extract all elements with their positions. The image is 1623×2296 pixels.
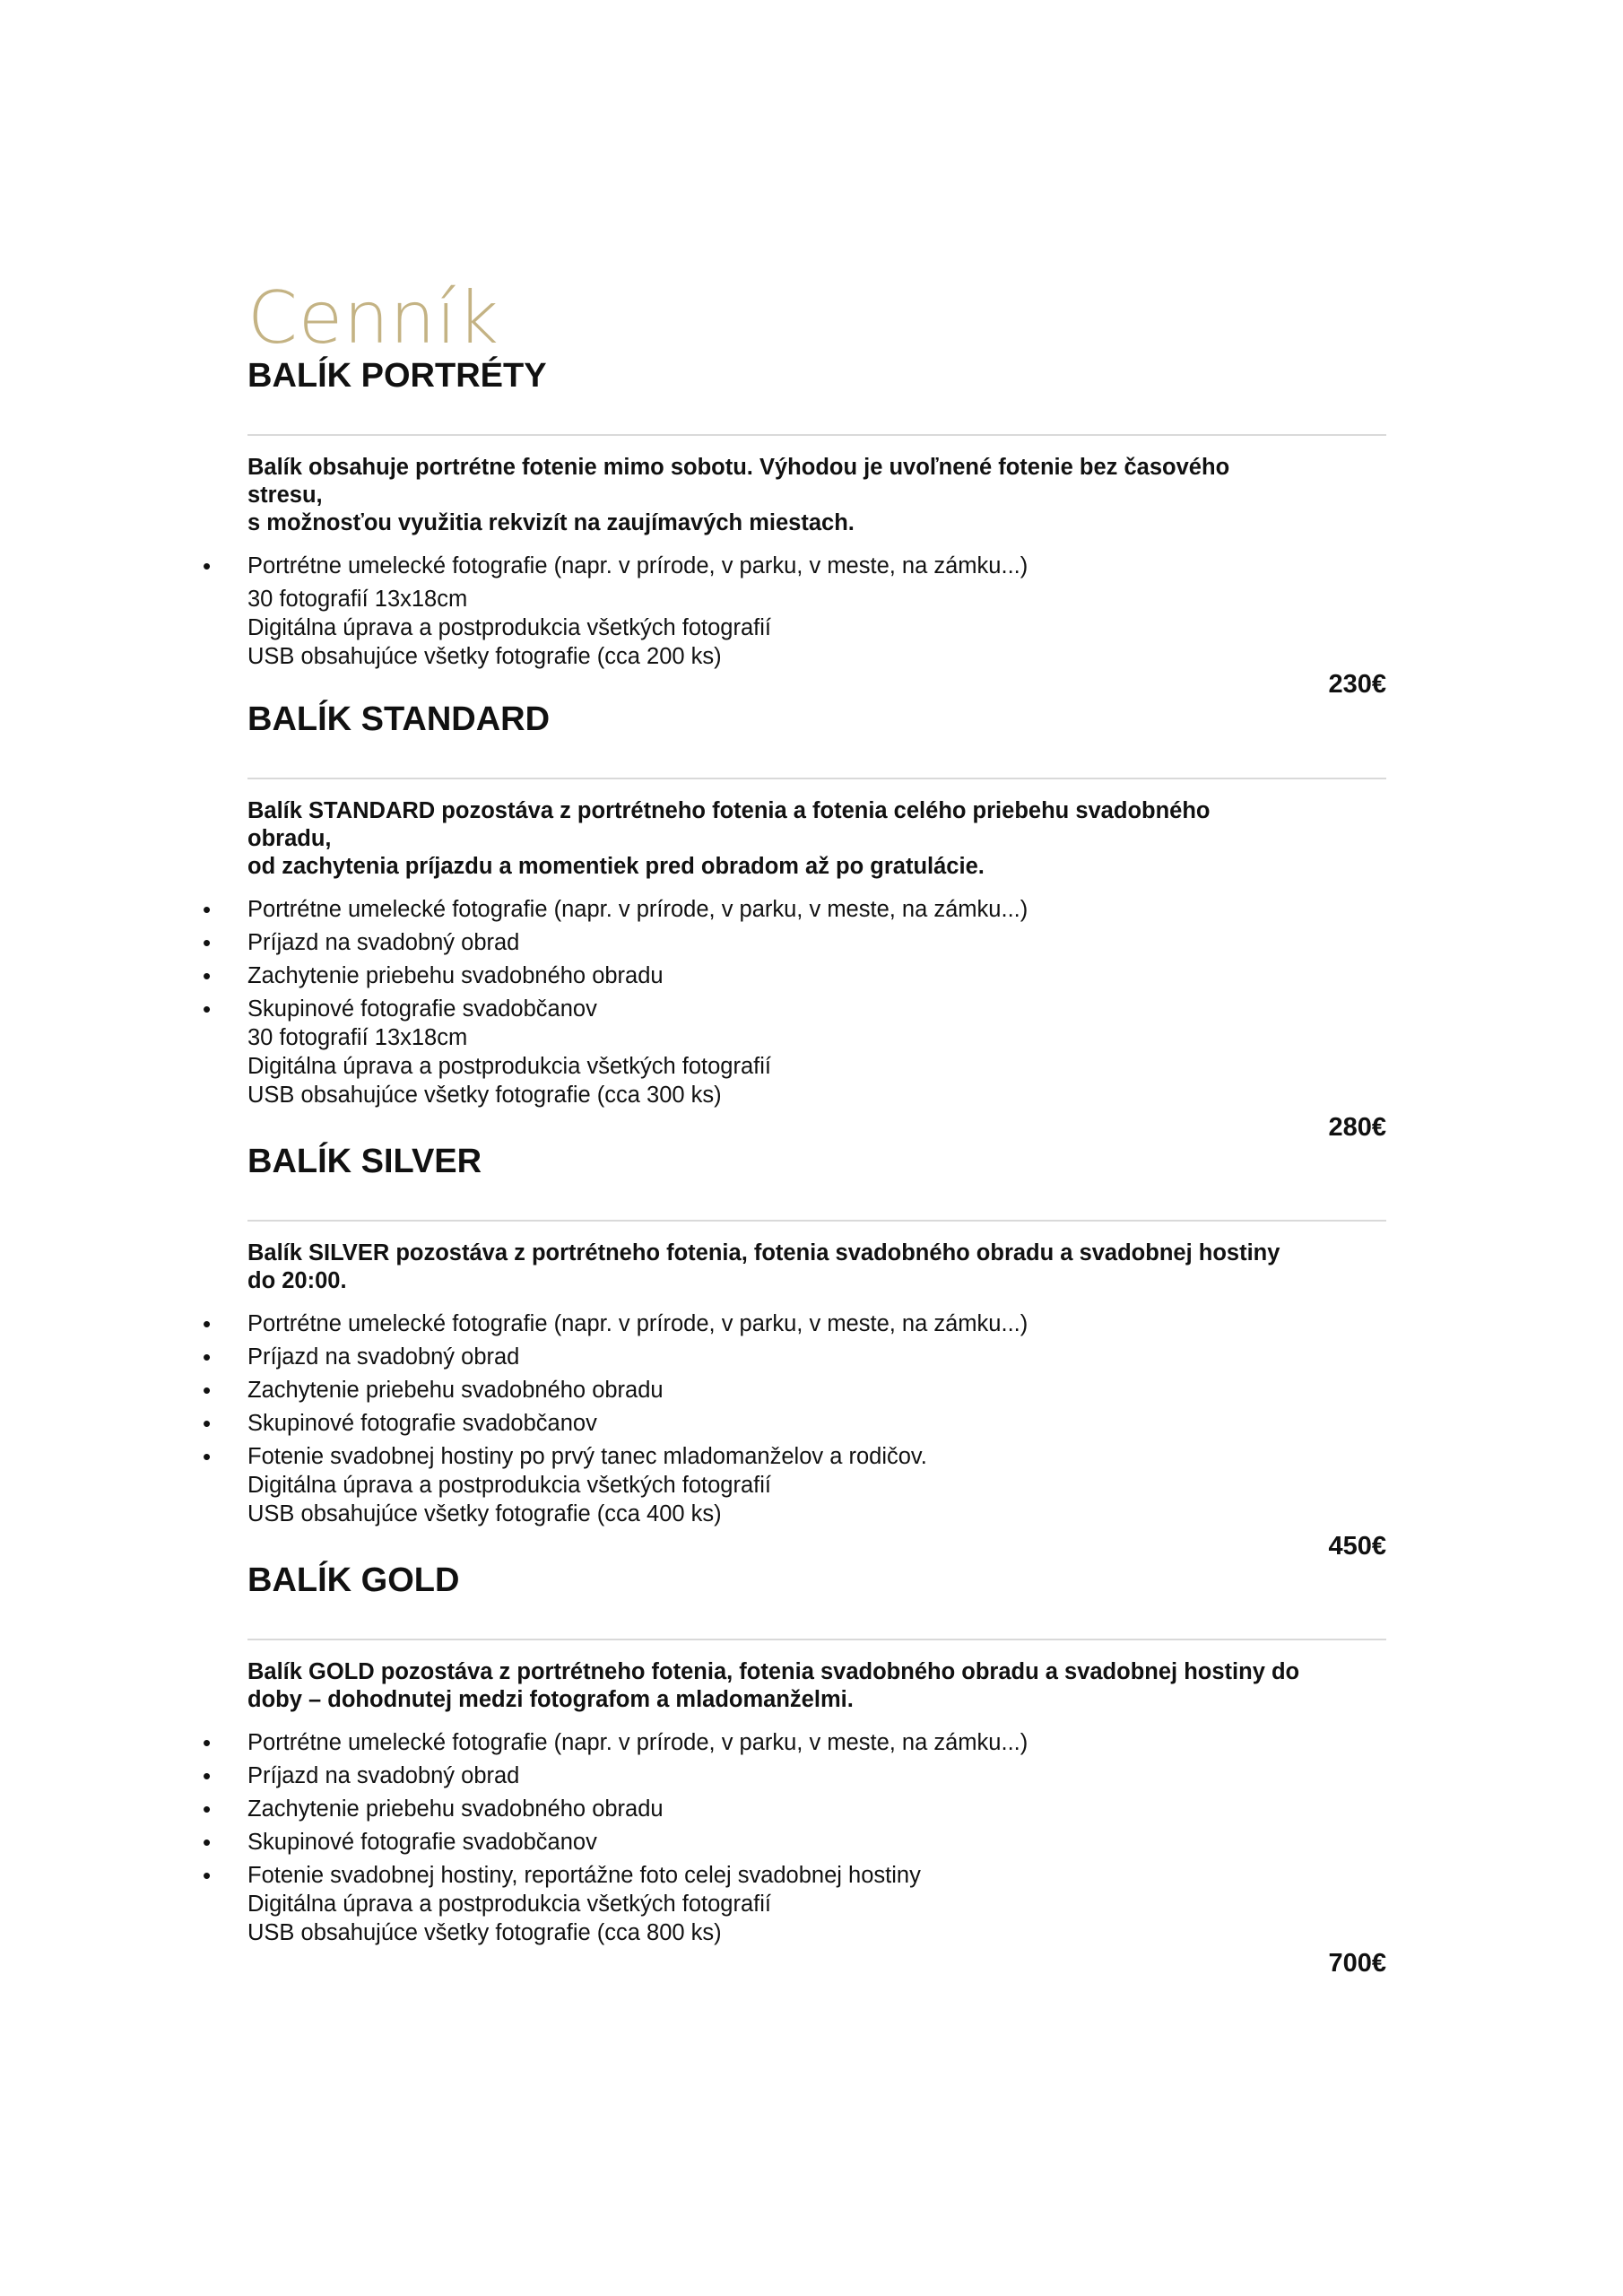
divider xyxy=(247,1639,1386,1640)
bullet-icon: • xyxy=(203,1862,212,1889)
bullet-icon: • xyxy=(203,1344,212,1370)
list-item: • Zachytenie priebehu svadobného obradu xyxy=(203,1377,664,1404)
list-item: • Fotenie svadobnej hostiny, reportážne foto celej svadobnej hostiny xyxy=(203,1862,921,1889)
package-standard xyxy=(203,699,1386,1109)
package-heading: BALÍK GOLD xyxy=(247,1561,460,1599)
bullet-icon: • xyxy=(203,896,212,923)
list-line: Digitálna úprava a postprodukcia všetkých fotografií xyxy=(247,1054,771,1079)
list-item: • Príjazd na svadobný obrad xyxy=(203,1762,520,1789)
list-item: • Príjazd na svadobný obrad xyxy=(203,929,520,956)
bullet-icon: • xyxy=(203,929,212,956)
list-item: • Zachytenie priebehu svadobného obradu xyxy=(203,962,664,989)
package-description: Balík SILVER pozostáva z portrétneho fotenia, fotenia svadobného obradu a svadobnej hostiny do 20:00. xyxy=(247,1240,1280,1293)
divider xyxy=(247,778,1386,779)
bullet-icon: • xyxy=(203,962,212,989)
list-line: USB obsahujúce všetky fotografie (cca 800 ks) xyxy=(247,1920,722,1945)
list-line: Digitálna úprava a postprodukcia všetkých fotografií xyxy=(247,1473,771,1498)
bullet-icon: • xyxy=(203,1443,212,1470)
package-description: Balík STANDARD pozostáva z portrétneho fotenia a fotenia celého priebehu svadobného obradu, od zachytenia príjazdu a momentiek pred obradom až po gratulácie. xyxy=(247,798,1211,879)
bullet-icon: • xyxy=(203,1796,212,1822)
bullet-icon: • xyxy=(203,1310,212,1337)
price-standard: 280€ xyxy=(1328,1113,1386,1142)
list-item: • Portrétne umelecké fotografie (napr. v prírode, v parku, v meste, na zámku...) xyxy=(203,1310,1028,1337)
list-item: • Portrétne umelecké fotografie (napr. v prírode, v parku, v meste, na zámku...) xyxy=(203,552,1028,579)
list-line: Digitálna úprava a postprodukcia všetkých fotografií xyxy=(247,615,771,640)
list-item: • Skupinové fotografie svadobčanov xyxy=(203,1829,597,1856)
list-line: 30 fotografií 13x18cm xyxy=(247,1025,468,1050)
list-item: • Skupinové fotografie svadobčanov xyxy=(203,1410,597,1437)
package-silver xyxy=(203,1141,1386,1528)
price-portrety: 230€ xyxy=(1328,670,1386,699)
package-items xyxy=(203,1728,1386,1947)
bullet-icon: • xyxy=(203,1829,212,1856)
page-title: Cenník xyxy=(247,276,500,360)
bullet-icon: • xyxy=(203,1729,212,1756)
package-description: Balík obsahuje portrétne fotenie mimo sobotu. Výhodou je uvoľnené fotenie bez časového stresu, s možnosťou využitia rekvizít na zaujímavých miestach. xyxy=(247,455,1230,535)
bullet-icon: • xyxy=(203,552,212,579)
list-line: USB obsahujúce všetky fotografie (cca 300 ks) xyxy=(247,1083,722,1108)
bullet-icon: • xyxy=(203,1410,212,1437)
divider xyxy=(247,1220,1386,1222)
package-heading: BALÍK SILVER xyxy=(247,1143,482,1180)
price-silver: 450€ xyxy=(1328,1532,1386,1561)
list-item: • Zachytenie priebehu svadobného obradu xyxy=(203,1796,664,1822)
package-heading: BALÍK STANDARD xyxy=(247,700,551,738)
list-line: USB obsahujúce všetky fotografie (cca 400 ks) xyxy=(247,1501,722,1526)
list-item: • Portrétne umelecké fotografie (napr. v prírode, v parku, v meste, na zámku...) xyxy=(203,896,1028,923)
package-items xyxy=(203,552,1386,671)
list-line: Digitálna úprava a postprodukcia všetkých fotografií xyxy=(247,1892,771,1917)
bullet-icon: • xyxy=(203,996,212,1022)
divider xyxy=(247,434,1386,436)
package-gold xyxy=(203,1560,1386,1947)
bullet-icon: • xyxy=(203,1377,212,1404)
package-items xyxy=(203,895,1386,1109)
package-description: Balík GOLD pozostáva z portrétneho fotenia, fotenia svadobného obradu a svadobnej hostiny do doby – dohodnutej medzi fotografom a mladomanželmi. xyxy=(247,1659,1300,1712)
bullet-icon: • xyxy=(203,1762,212,1789)
list-item: • Skupinové fotografie svadobčanov xyxy=(203,996,597,1022)
price-gold: 700€ xyxy=(1328,1949,1386,1978)
list-line: USB obsahujúce všetky fotografie (cca 200 ks) xyxy=(247,644,722,669)
list-item: • Fotenie svadobnej hostiny po prvý tanec mladomanželov a rodičov. xyxy=(203,1443,927,1470)
package-items xyxy=(203,1309,1386,1528)
list-item: • Príjazd na svadobný obrad xyxy=(203,1344,520,1370)
package-portrety xyxy=(203,355,1386,671)
list-line: 30 fotografií 13x18cm xyxy=(247,587,468,612)
package-heading: BALÍK PORTRÉTY xyxy=(247,357,547,395)
list-item: • Portrétne umelecké fotografie (napr. v prírode, v parku, v meste, na zámku...) xyxy=(203,1729,1028,1756)
